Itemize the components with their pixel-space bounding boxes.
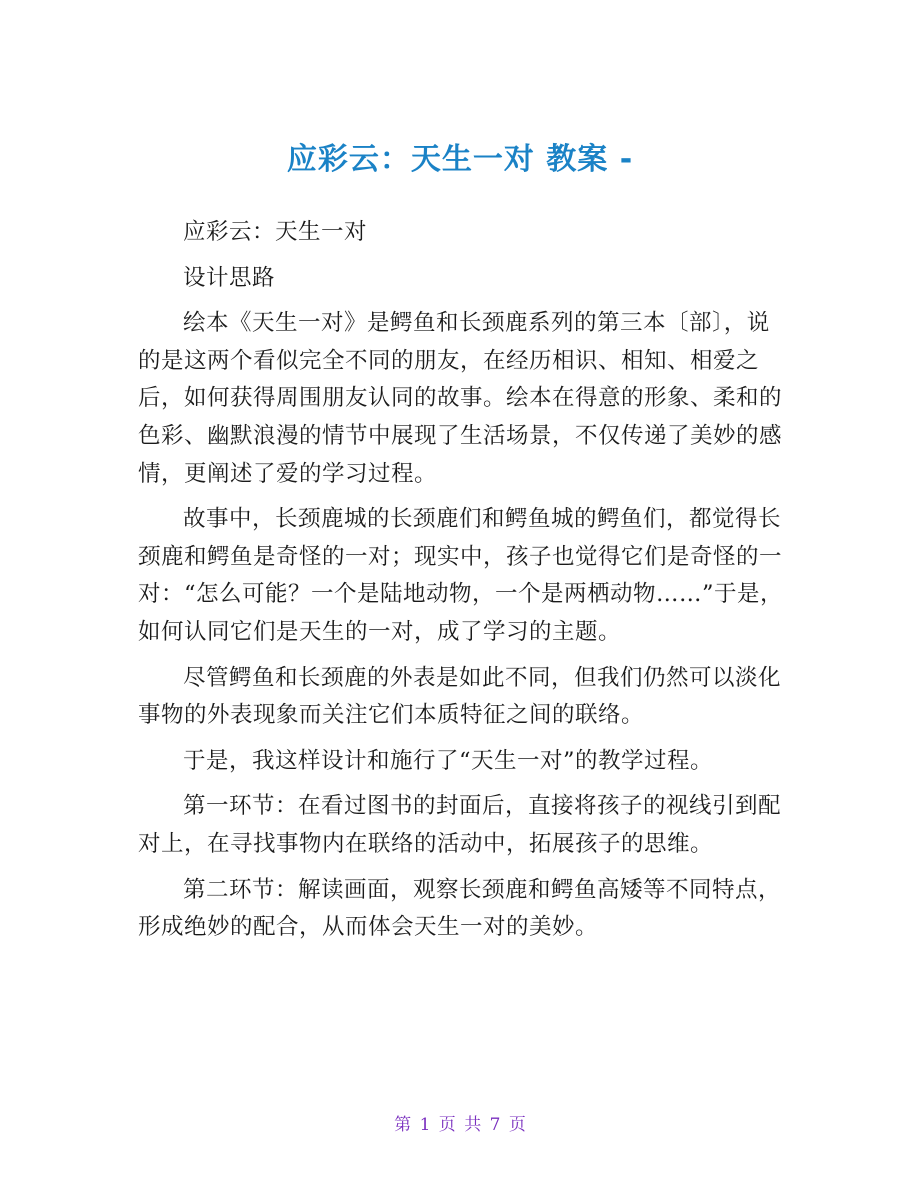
document-title: 应彩云：天生一对 教案 - — [286, 142, 634, 178]
paragraph: 尽管鳄鱼和长颈鹿的外表是如此不同，但我们仍然可以淡化事物的外表现象而关注它们本质特征之间的联络。 — [138, 664, 782, 729]
page-number-label: 第 1 页 共 7 页 — [394, 1115, 526, 1135]
page-number-footer — [0, 1113, 920, 1137]
paragraph: 第二环节：解读画面，观察长颈鹿和鳄鱼高矮等不同特点，形成绝妙的配合，从而体会天生一对的美妙。 — [138, 876, 782, 941]
document-body — [138, 214, 786, 955]
paragraph-section-heading: 设计思路 — [183, 264, 276, 291]
paragraph: 绘本《天生一对》是鳄鱼和长颈鹿系列的第三本〔部〕，说的是这两个看似完全不同的朋友，在经历相识、相知、相爱之后，如何获得周围朋友认同的故事。绘本在得意的形象、柔和的色彩、幽默浪漫的情节中展现了生活场景，不仅传递了美妙的感情，更阐述了爱的学习过程。 — [138, 310, 783, 487]
paragraph-subtitle: 应彩云：天生一对 — [183, 219, 368, 245]
paragraph: 第一环节：在看过图书的封面后，直接将孩子的视线引到配对上，在寻找事物内在联络的活动中，拓展孩子的思维。 — [138, 793, 782, 857]
paragraph: 于是，我这样设计和施行了“天生一对”的教学过程。 — [183, 747, 714, 774]
paragraph: 故事中，长颈鹿城的长颈鹿们和鳄鱼城的鳄鱼们，都觉得长颈鹿和鳄鱼是奇怪的一对；现实中，孩子也觉得它们是奇怪的一对：“怎么可能？一个是陆地动物，一个是两栖动物……”于是，如何认同它们是天生的一对，成了学习的主题。 — [138, 506, 784, 645]
